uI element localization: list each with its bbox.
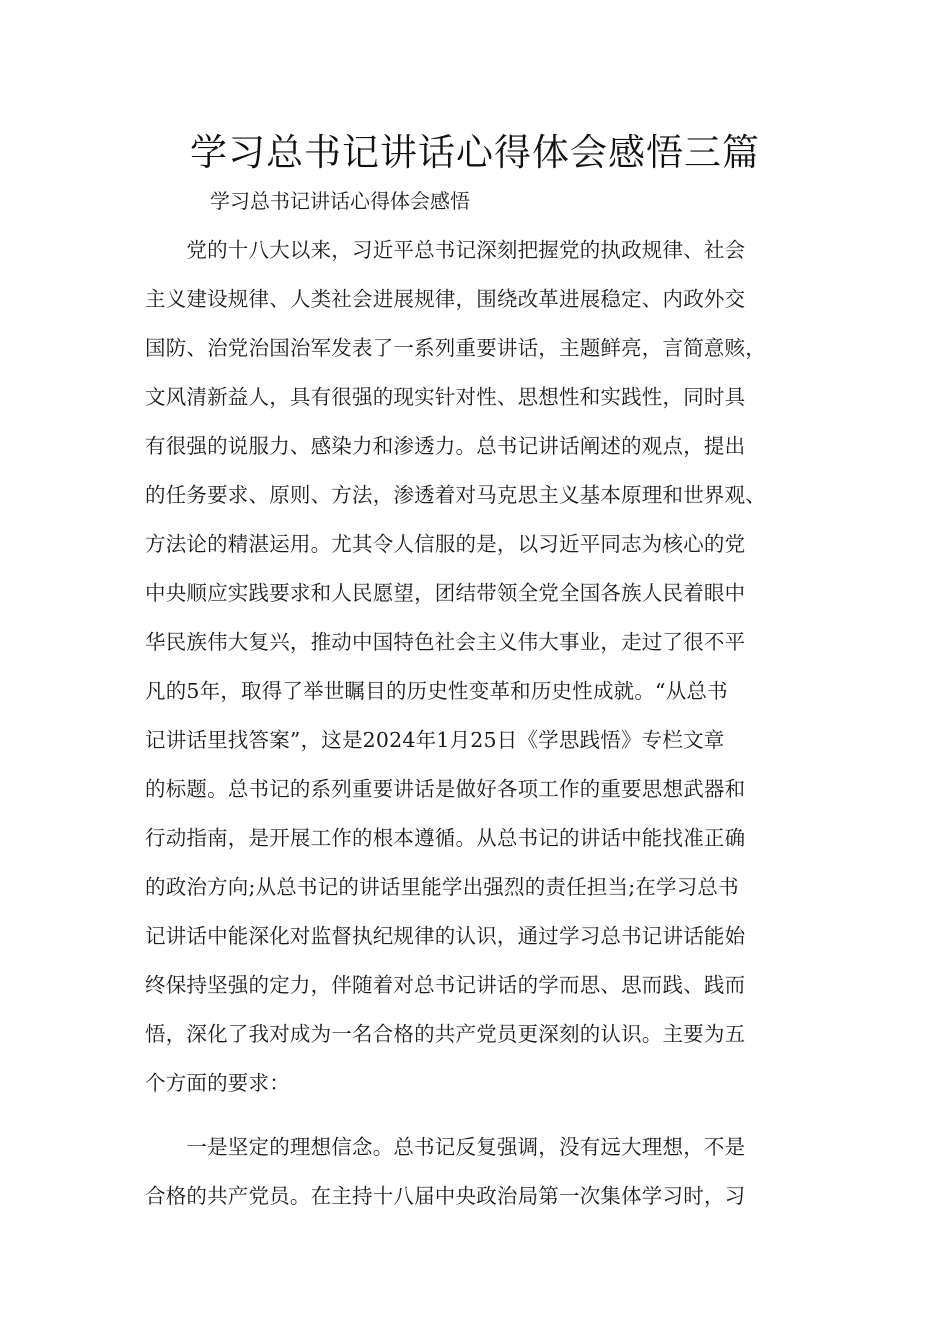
body-line: 一是坚定的理想信念。总书记反复强调，没有远大理想，不是: [145, 1135, 746, 1159]
body-line: 有很强的说服力、感染力和渗透力。总书记讲话阐述的观点，提出: [145, 434, 746, 458]
body-line: 个方面的要求：: [145, 1071, 290, 1095]
body-line: 悟，深化了我对成为一名合格的共产党员更深刻的认识。主要为五: [145, 1022, 746, 1046]
body-line: 合格的共产党员。在主持十八届中央政治局第一次集体学习时，习: [145, 1184, 746, 1208]
body-line: 记讲话中能深化对监督执纪规律的认识，通过学习总书记讲话能始: [145, 924, 746, 948]
body-line: 中央顺应实践要求和人民愿望，团结带领全党全国各族人民着眼中: [145, 581, 746, 605]
body-line: 记讲话里找答案”，这是2024年1月25日《学思践悟》专栏文章: [145, 728, 725, 752]
body-line: 国防、治党治国治军发表了一系列重要讲话，主题鲜亮，言简意赅，: [145, 336, 766, 360]
body-line: 的任务要求、原则、方法，渗透着对马克思主义基本原理和世界观、: [145, 483, 766, 507]
body-line: 的标题。总书记的系列重要讲话是做好各项工作的重要思想武器和: [145, 777, 746, 801]
document-subtitle: 学习总书记讲话心得体会感悟: [210, 189, 470, 213]
body-line: 的政治方向;从总书记的讲话里能学出强烈的责任担当;在学习总书: [145, 875, 739, 899]
body-line: 行动指南，是开展工作的根本遵循。从总书记的讲话中能找准正确: [145, 826, 746, 850]
body-line: 文风清新益人，具有很强的现实针对性、思想性和实践性，同时具: [145, 385, 746, 409]
body-line: 终保持坚强的定力，伴随着对总书记讲话的学而思、思而践、践而: [145, 973, 746, 997]
body-line: 党的十八大以来，习近平总书记深刻把握党的执政规律、社会: [145, 238, 746, 262]
document-title: 学习总书记讲话心得体会感悟三篇: [190, 131, 760, 174]
body-line: 凡的5年，取得了举世瞩目的历史性变革和历史性成就。“从总书: [145, 679, 728, 703]
body-line: 方法论的精湛运用。尤其令人信服的是，以习近平同志为核心的党: [145, 532, 746, 556]
body-line: 主义建设规律、人类社会进展规律，围绕改革进展稳定、内政外交: [145, 287, 746, 311]
body-line: 华民族伟大复兴，推动中国特色社会主义伟大事业，走过了很不平: [145, 630, 746, 654]
